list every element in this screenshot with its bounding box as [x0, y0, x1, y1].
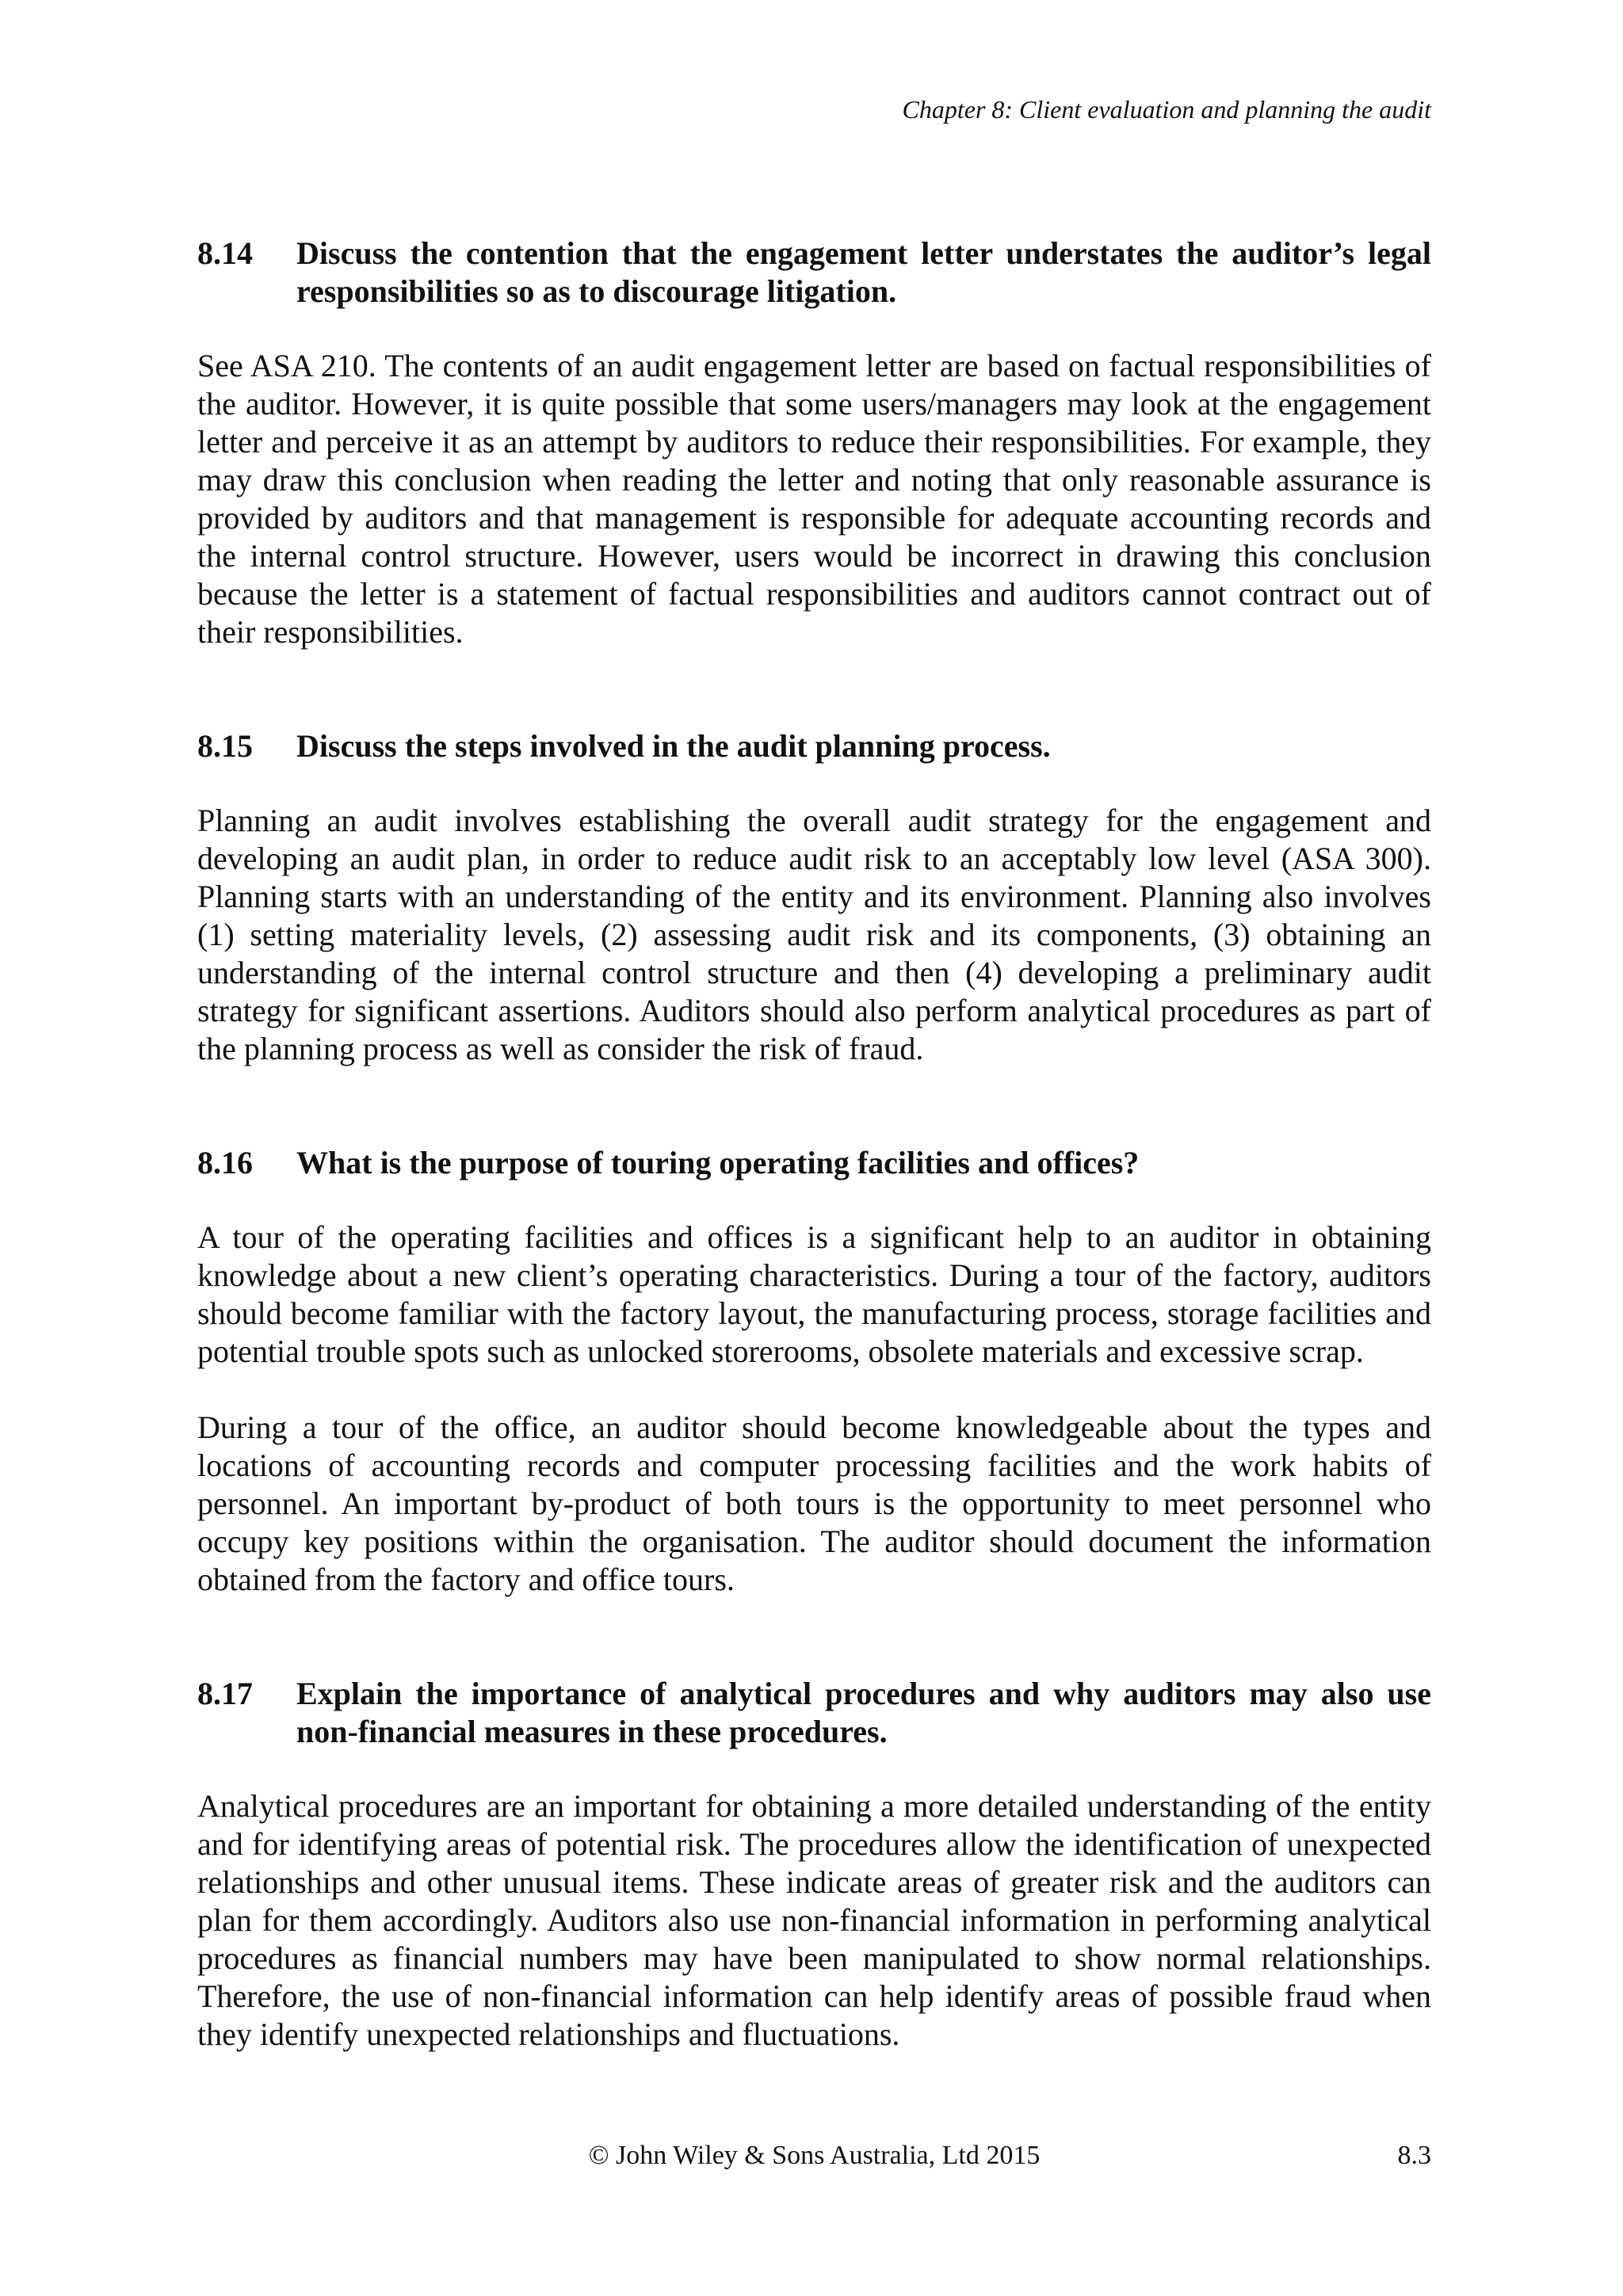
question-text: Discuss the contention that the engagement letter understates the auditor’s legal responsibilities so as to discourage litigation.	[296, 235, 1431, 309]
question-text: Discuss the steps involved in the audit planning process.	[296, 728, 1051, 764]
copyright-notice: © John Wiley & Sons Australia, Ltd 2015	[588, 2141, 1041, 2170]
question-number: 8.15	[197, 728, 253, 764]
answer-paragraph: Planning an audit involves establishing the overall audit strategy for the engagement and developing an audit plan, in order to reduce audit risk to an acceptably low level (ASA 300). Planning starts with an understanding of the entity and its environment. Planning also involves (1) setting materiality levels, (2) assessing audit risk and its components, (3) obtaining an understanding of the internal control structure and then (4) developing a preliminary audit strategy for significant assertions. Auditors should also perform analytical procedures as part of the planning process as well as consider the risk of fraud.	[197, 803, 1431, 1066]
answer-paragraph: Analytical procedures are an important for obtaining a more detailed understanding of the entity and for identifying areas of potential risk. The procedures allow the identification of unexpected relationships and other unusual items. These indicate areas of greater risk and the auditors can plan for them accordingly. Auditors also use non-financial information in performing analytical procedures as financial numbers may have been manipulated to show normal relationships. Therefore, the use of non-financial information can help identify areas of possible fraud when they identify unexpected relationships and fluctuations.	[197, 1788, 1431, 2052]
question-text: Explain the importance of analytical procedures and why auditors may also use non-financial measures in these procedures.	[296, 1676, 1431, 1749]
question-number: 8.16	[197, 1145, 253, 1180]
question-section-8-17	[197, 1675, 1431, 2054]
question-heading	[197, 235, 1431, 311]
question-number: 8.17	[197, 1676, 253, 1711]
page-number: 8.3	[1397, 2141, 1431, 2170]
page-content	[197, 235, 1431, 2054]
running-header: Chapter 8: Client evaluation and planning the audit	[902, 95, 1431, 124]
answer-paragraph: See ASA 210. The contents of an audit engagement letter are based on factual responsibilities of the auditor. However, it is quite possible that some users/managers may look at the engagement letter and perceive it as an attempt by auditors to reduce their responsibilities. For example, they may draw this conclusion when reading the letter and noting that only reasonable assurance is provided by auditors and that management is responsible for adequate accounting records and the internal control structure. However, users would be incorrect in drawing this conclusion because the letter is a statement of factual responsibilities and auditors cannot contract out of their responsibilities.	[197, 348, 1431, 650]
question-section-8-15	[197, 727, 1431, 1068]
answer-paragraph: During a tour of the office, an auditor should become knowledgeable about the types and locations of accounting records and computer processing facilities and the work habits of personnel. An important by-product of both tours is the opportunity to meet personnel who occupy key positions within the organisation. The auditor should document the information obtained from the factory and office tours.	[197, 1409, 1431, 1597]
question-section-8-16	[197, 1144, 1431, 1599]
answer-paragraph: A tour of the operating facilities and offices is a significant help to an auditor in obtaining knowledge about a new client’s operating characteristics. During a tour of the factory, auditors should become familiar with the factory layout, the manufacturing process, storage facilities and potential trouble spots such as unlocked storerooms, obsolete materials and excessive scrap.	[197, 1219, 1431, 1369]
page-footer	[197, 2139, 1431, 2172]
question-heading	[197, 1144, 1431, 1182]
question-text: What is the purpose of touring operating facilities and offices?	[296, 1145, 1140, 1180]
question-heading	[197, 1675, 1431, 1751]
question-section-8-14	[197, 235, 1431, 651]
question-number: 8.14	[197, 235, 253, 271]
question-heading	[197, 727, 1431, 765]
